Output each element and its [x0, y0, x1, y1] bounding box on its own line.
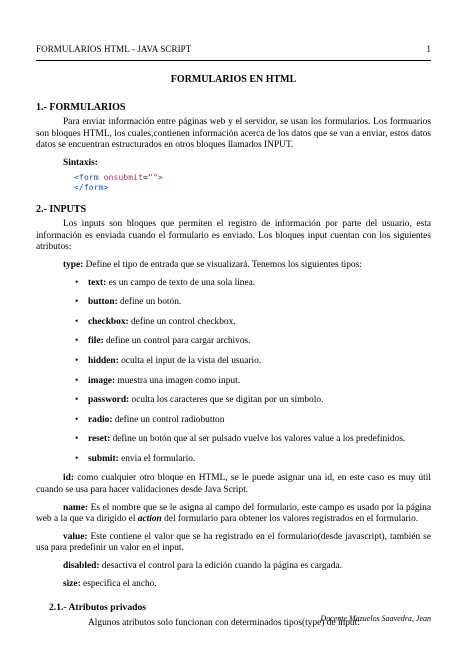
code-attr: onsubmit: [103, 171, 144, 182]
page-header: [36, 44, 431, 54]
type-desc: define un control checkbox.: [128, 316, 236, 327]
page-footer: Docente Mazuelos Saavedra, Jean: [320, 614, 431, 623]
bullet: •: [75, 414, 79, 425]
section-2-1-paragraph: Algunos atributos solo funcionan con determinados tipos(type) de input:: [88, 617, 360, 628]
type-name: text:: [88, 277, 107, 288]
page-content: [36, 72, 431, 635]
code-tag-close: >: [157, 171, 163, 182]
type-name: hidden:: [88, 355, 119, 366]
section-1-paragraph: Para enviar información entre páginas web y el servidor, se usan los formularios. Los formuarios son bloques HTML, los cuales,contienen información acerca de los datos que se van a enviar, estos datos datos se encuentran estructurados en otros bloques llamados INPUT.: [36, 117, 431, 151]
type-name: radio:: [88, 414, 113, 425]
id-attribute: [36, 473, 431, 496]
bullet: •: [75, 395, 79, 406]
bullet: •: [75, 297, 79, 308]
code-eq: =: [143, 171, 148, 182]
type-desc: envia el formulario.: [118, 453, 196, 464]
syntax-label: Sintaxis:: [63, 157, 98, 168]
type-desc: es un campo de texto de una sola línea.: [106, 277, 256, 288]
disabled-attribute: [36, 561, 431, 573]
header-rule: [36, 60, 431, 61]
bullet: •: [75, 316, 79, 327]
disabled-text: desactiva el control para la edición cuando la página es cargada.: [99, 561, 342, 572]
code-block: [36, 172, 431, 192]
list-item: [75, 375, 431, 388]
code-end-tag: </form>: [74, 181, 109, 192]
code-tag-open: <form: [74, 171, 104, 182]
bullet: •: [75, 434, 79, 445]
type-attribute: [36, 260, 431, 272]
name-attribute: [36, 503, 431, 526]
value-attribute: [36, 532, 431, 555]
type-desc: oculta el input de la vista del usuario.: [118, 355, 262, 366]
list-item: [75, 414, 431, 427]
type-desc: oculta los caracteres que se digitan por un símbolo.: [129, 395, 324, 406]
type-desc: muestra una imagen como input.: [115, 375, 241, 386]
size-label: size:: [63, 578, 81, 589]
name-emphasis: action: [137, 514, 162, 525]
type-desc: define un botón.: [117, 297, 182, 308]
list-item: [75, 316, 431, 329]
type-name: reset:: [88, 434, 111, 445]
document-title: FORMULARIOS EN HTML: [170, 74, 297, 85]
value-text: Este contiene el valor que se ha registrado en el formulario(desde javascript), también se usa para predefinir un valor en el input.: [36, 531, 431, 554]
type-name: password:: [88, 395, 130, 406]
code-line-2: [74, 182, 431, 192]
page-number: 1: [426, 44, 431, 54]
type-desc: define un botón que al ser pulsado vuelve los valores value a los predefinidos.: [110, 434, 406, 445]
type-desc: define un control radiobutton: [112, 414, 225, 425]
code-line-1: [74, 172, 431, 182]
type-text: Define el tipo de entrada que se visualizará. Tenemos los siguientes tipos:: [83, 259, 362, 270]
section-2-paragraph: Los inputs son bloques que permiten el registro de información por parte del usuario, esta información es enviada cuando el formulario es enviado. Los bloques input cuentan con los siguientes atributos:: [36, 219, 431, 253]
name-text: Es el nombre que se le asigna al campo del formulario, este campo es usado por la página web a la que va dirigido el: [36, 502, 431, 525]
list-item: [75, 336, 431, 348]
id-label: id:: [63, 473, 74, 484]
value-label: value:: [63, 531, 88, 542]
bullet: •: [75, 277, 79, 288]
type-name: submit:: [88, 453, 119, 464]
size-text: especifica el ancho.: [80, 578, 157, 589]
type-name: button:: [88, 297, 118, 308]
type-label: type:: [63, 259, 84, 270]
type-name: file:: [88, 336, 104, 347]
input-types-list: [36, 278, 431, 466]
type-name: image:: [88, 375, 116, 386]
bullet: •: [75, 355, 79, 366]
list-item: [75, 395, 431, 407]
section-1-heading: 1.- FORMULARIOS: [36, 101, 126, 113]
list-item: [75, 434, 431, 446]
bullet: •: [75, 453, 79, 464]
section-2-heading: 2.- INPUTS: [36, 203, 87, 215]
section-2-1-heading: 2.1.- Atributos privados: [49, 602, 147, 614]
bullet: •: [75, 375, 79, 386]
list-item: [75, 297, 431, 309]
bullet: •: [75, 336, 79, 347]
id-text: como cualquier otro bloque en HTML, se le puede asignar una id, en este caso es muy útil cuando se usa para hacer validaciones desde Java Script.: [36, 473, 431, 496]
type-desc: define un control para cargar archivos.: [103, 336, 251, 347]
list-item: [75, 277, 431, 290]
header-title: FORMULARIOS HTML - JAVA SCRIPT: [36, 44, 192, 54]
list-item: [75, 453, 431, 466]
name-label: name:: [63, 502, 88, 513]
code-value: "": [147, 171, 158, 182]
size-attribute: [36, 579, 431, 591]
disabled-label: disabled:: [63, 561, 100, 572]
name-text-end: del formulario para obtener los valores registrados en el formulario.: [161, 514, 419, 525]
list-item: [75, 355, 431, 368]
syntax-label-line: [36, 158, 431, 170]
type-name: checkbox:: [88, 316, 129, 327]
